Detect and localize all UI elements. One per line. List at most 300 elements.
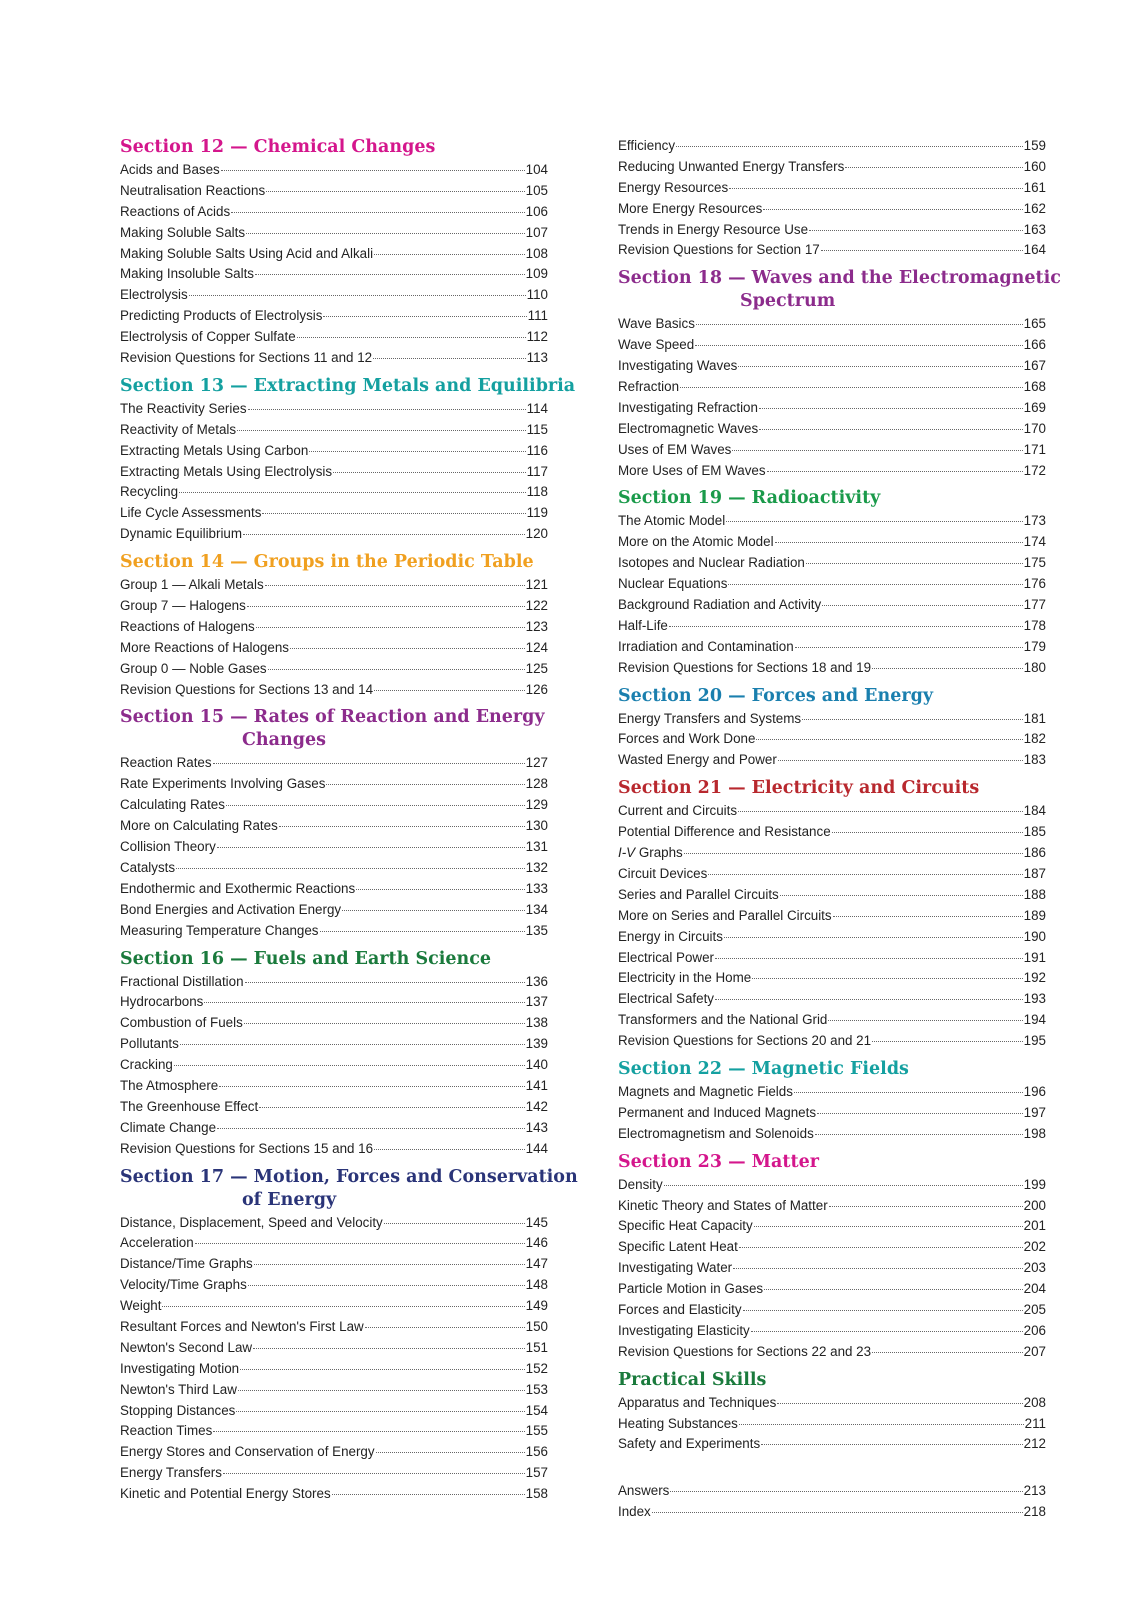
dot-leader <box>342 910 525 911</box>
toc-entry-page-number: 212 <box>1023 1436 1046 1452</box>
toc-entry-combustion-of-fuels[interactable] <box>120 1013 548 1034</box>
toc-entry-revision-questions-for-sections-15-and-16[interactable] <box>120 1139 548 1160</box>
toc-entry-title: Permanent and Induced Magnets <box>618 1104 817 1120</box>
section-heading[interactable] <box>120 551 548 574</box>
toc-entry-title: Predicting Products of Electrolysis <box>120 308 323 324</box>
toc-entry-page-number: 197 <box>1023 1104 1046 1120</box>
toc-section-section-15-rates-of-reaction-and-energy <box>120 706 548 941</box>
toc-entry-neutralisation-reactions[interactable] <box>120 181 548 202</box>
toc-entry-title: Revision Questions for Section 17 <box>618 242 820 258</box>
dot-leader <box>248 1285 525 1286</box>
toc-entry-acceleration[interactable] <box>120 1233 548 1254</box>
toc-entry-refraction[interactable] <box>618 377 1046 398</box>
toc-back-matter <box>618 1481 1046 1523</box>
section-heading-text: Section 21 — Electricity and Circuits <box>618 778 980 799</box>
toc-entry-page-number: 132 <box>525 859 548 875</box>
toc-entry-page-number: 184 <box>1023 803 1046 819</box>
dot-leader <box>262 513 525 514</box>
toc-entry-page-number: 160 <box>1023 158 1046 174</box>
toc-entry-kinetic-theory-and-states-of-matter[interactable] <box>618 1196 1046 1217</box>
toc-entry-wave-basics[interactable] <box>618 314 1046 335</box>
dot-leader <box>775 542 1023 543</box>
toc-entry-investigating-refraction[interactable] <box>618 398 1046 419</box>
toc-entry-page-number: 170 <box>1023 420 1046 436</box>
toc-entry-title: Stopping Distances <box>120 1402 236 1418</box>
toc-entry-magnets-and-magnetic-fields[interactable] <box>618 1082 1046 1103</box>
toc-entry-calculating-rates[interactable] <box>120 795 548 816</box>
section-heading-text: Section 17 — Motion, Forces and Conservation <box>120 1166 578 1187</box>
dot-leader <box>243 534 525 535</box>
toc-entry-page-number: 185 <box>1023 824 1046 840</box>
toc-entry-distance-displacement-speed-and-velocity[interactable] <box>120 1213 548 1234</box>
toc-entry-energy-transfers[interactable] <box>120 1463 548 1484</box>
toc-entry-page-number: 172 <box>1023 462 1046 478</box>
toc-entry-index[interactable] <box>618 1502 1046 1523</box>
toc-entry-reactions-of-acids[interactable] <box>120 202 548 223</box>
toc-entry-revision-questions-for-section-17[interactable] <box>618 240 1046 261</box>
toc-entry-transformers-and-the-national-grid[interactable] <box>618 1010 1046 1031</box>
section-heading[interactable] <box>618 1058 1046 1081</box>
toc-entry-title: More Uses of EM Waves <box>618 462 766 478</box>
toc-entry-predicting-products-of-electrolysis[interactable] <box>120 306 548 327</box>
toc-entry-title: Electrical Power <box>618 949 714 965</box>
toc-entry-answers[interactable] <box>618 1481 1046 1502</box>
toc-entry-title: I-V Graphs <box>618 845 683 861</box>
toc-entry-title: Endothermic and Exothermic Reactions <box>120 880 356 896</box>
dot-leader <box>266 191 525 192</box>
dot-leader <box>832 832 1023 833</box>
toc-entry-isotopes-and-nuclear-radiation[interactable] <box>618 553 1046 574</box>
dot-leader <box>240 1369 525 1370</box>
toc-entry-page-number: 180 <box>1023 659 1046 675</box>
toc-entry-title: Neutralisation Reactions <box>120 182 266 198</box>
toc-entry-title: Safety and Experiments <box>618 1436 761 1452</box>
dot-leader <box>696 324 1023 325</box>
dot-leader <box>176 868 525 869</box>
toc-entry-page-number: 192 <box>1023 970 1046 986</box>
toc-entry-hydrocarbons[interactable] <box>120 992 548 1013</box>
dot-leader <box>265 585 525 586</box>
toc-section-section-16-fuels-and-earth-science <box>120 948 548 1160</box>
toc-entry-newton-s-second-law[interactable] <box>120 1338 548 1359</box>
toc-entry-the-reactivity-series[interactable] <box>120 399 548 420</box>
toc-section-practical-skills <box>618 1369 1046 1456</box>
toc-entry-the-greenhouse-effect[interactable] <box>120 1097 548 1118</box>
toc-entry-group-1-alkali-metals[interactable] <box>120 575 548 596</box>
toc-entry-fractional-distillation[interactable] <box>120 972 548 993</box>
toc-entry-title: Energy Transfers and Systems <box>618 710 802 726</box>
toc-entry-page-number: 188 <box>1023 886 1046 902</box>
toc-entry-page-number: 166 <box>1023 337 1046 353</box>
dot-leader <box>802 719 1023 720</box>
toc-section-section-18-waves-and-the-electromagnetic <box>618 267 1061 481</box>
toc-entry-potential-difference-and-resistance[interactable] <box>618 822 1046 843</box>
toc-entry-distance-time-graphs[interactable] <box>120 1254 548 1275</box>
toc-entry-energy-in-circuits[interactable] <box>618 927 1046 948</box>
toc-entry-making-soluble-salts-using-acid-and-alkali[interactable] <box>120 244 548 265</box>
toc-entry-title: The Atmosphere <box>120 1077 219 1093</box>
toc-entry-half-life[interactable] <box>618 616 1046 637</box>
section-heading[interactable] <box>120 1166 578 1212</box>
toc-entry-more-uses-of-em-waves[interactable] <box>618 461 1046 482</box>
toc-entry-page-number: 159 <box>1023 138 1046 153</box>
toc-entry-series-and-parallel-circuits[interactable] <box>618 885 1046 906</box>
toc-entry-title: Background Radiation and Activity <box>618 597 822 613</box>
toc-entry-permanent-and-induced-magnets[interactable] <box>618 1103 1046 1124</box>
section-heading[interactable] <box>618 1151 1046 1174</box>
section-heading[interactable] <box>120 375 576 398</box>
toc-entry-title: Reactions of Halogens <box>120 618 255 634</box>
dot-leader <box>374 254 525 255</box>
toc-entry-title: Newton's Third Law <box>120 1381 237 1397</box>
dot-leader <box>695 345 1022 346</box>
toc-entry-irradiation-and-contamination[interactable] <box>618 637 1046 658</box>
toc-entry-reaction-rates[interactable] <box>120 753 548 774</box>
toc-entry-page-number: 190 <box>1023 928 1046 944</box>
toc-entry-page-number: 117 <box>526 463 548 479</box>
toc-entry-title: Specific Heat Capacity <box>618 1218 753 1234</box>
toc-entry-page-number: 125 <box>525 660 548 676</box>
toc-entry-title: Electricity in the Home <box>618 970 752 986</box>
toc-entry-page-number: 118 <box>526 484 548 500</box>
toc-entry-title: Half-Life <box>618 617 668 633</box>
toc-entry-the-atomic-model[interactable] <box>618 511 1046 532</box>
toc-entry-page-number: 143 <box>525 1119 548 1135</box>
toc-entry-title: Velocity/Time Graphs <box>120 1277 247 1293</box>
toc-entry-page-number: 114 <box>526 400 548 416</box>
toc-entry-acids-and-bases[interactable] <box>120 160 548 181</box>
toc-entry-trends-in-energy-resource-use[interactable] <box>618 220 1046 241</box>
section-heading-text: Section 16 — Fuels and Earth Science <box>120 948 492 969</box>
toc-entry-nuclear-equations[interactable] <box>618 574 1046 595</box>
dot-leader <box>664 1185 1023 1186</box>
dot-leader <box>365 1327 525 1328</box>
toc-entry-page-number: 139 <box>525 1036 548 1052</box>
dot-leader <box>829 1206 1023 1207</box>
toc-entry-title: Extracting Metals Using Electrolysis <box>120 463 333 479</box>
dot-leader <box>180 1044 525 1045</box>
toc-entry-page-number: 129 <box>525 797 548 813</box>
toc-entry-energy-resources[interactable] <box>618 178 1046 199</box>
section-heading[interactable] <box>120 706 548 752</box>
toc-entry-page-number: 105 <box>525 182 548 198</box>
toc-entry-electricity-in-the-home[interactable] <box>618 968 1046 989</box>
toc-entry-rate-experiments-involving-gases[interactable] <box>120 774 548 795</box>
toc-entry-efficiency[interactable] <box>618 136 1046 157</box>
toc-entry-page-number: 136 <box>525 973 548 989</box>
toc-entry-revision-questions-for-sections-20-and-21[interactable] <box>618 1031 1046 1052</box>
toc-entry-page-number: 163 <box>1023 221 1046 237</box>
toc-entry-title: Revision Questions for Sections 13 and 14 <box>120 681 374 697</box>
toc-entry-measuring-temperature-changes[interactable] <box>120 921 548 942</box>
dot-leader <box>652 1512 1023 1513</box>
toc-entry-reactions-of-halogens[interactable] <box>120 617 548 638</box>
toc-entry-page-number: 207 <box>1023 1343 1046 1359</box>
toc-entry-title: Heating Substances <box>618 1415 738 1431</box>
dot-leader <box>374 1149 525 1150</box>
dot-leader <box>231 212 524 213</box>
toc-entry-weight[interactable] <box>120 1296 548 1317</box>
toc-entry-page-number: 178 <box>1023 617 1046 633</box>
toc-entry-background-radiation-and-activity[interactable] <box>618 595 1046 616</box>
toc-entry-electrolysis-of-copper-sulfate[interactable] <box>120 327 548 348</box>
toc-entry-velocity-time-graphs[interactable] <box>120 1275 548 1296</box>
toc-entry-electromagnetic-waves[interactable] <box>618 419 1046 440</box>
toc-entry-heating-substances[interactable] <box>618 1414 1046 1435</box>
section-heading[interactable] <box>618 267 1061 313</box>
toc-entry-reactivity-of-metals[interactable] <box>120 420 548 441</box>
toc-entry-page-number: 177 <box>1023 597 1046 613</box>
toc-entry-page-number: 191 <box>1023 949 1046 965</box>
toc-entry-title: Measuring Temperature Changes <box>120 922 319 938</box>
spacer <box>618 1455 1046 1481</box>
toc-entry-title: Energy in Circuits <box>618 928 723 944</box>
toc-entry-forces-and-elasticity[interactable] <box>618 1300 1046 1321</box>
dot-leader <box>213 1431 524 1432</box>
toc-entry-pollutants[interactable] <box>120 1034 548 1055</box>
toc-entry-endothermic-and-exothermic-reactions[interactable] <box>120 879 548 900</box>
dot-leader <box>828 1020 1022 1021</box>
toc-entry-wave-speed[interactable] <box>618 335 1046 356</box>
toc-entry-making-soluble-salts[interactable] <box>120 223 548 244</box>
dot-leader <box>728 584 1022 585</box>
toc-entry-more-on-calculating-rates[interactable] <box>120 816 548 837</box>
toc-entry-page-number: 157 <box>525 1465 548 1481</box>
dot-leader <box>739 1247 1023 1248</box>
toc-entry-page-number: 141 <box>525 1077 548 1093</box>
toc-entry-bond-energies-and-activation-energy[interactable] <box>120 900 548 921</box>
toc-entry-title: The Reactivity Series <box>120 400 247 416</box>
toc-entry-title: Calculating Rates <box>120 797 225 813</box>
dot-leader <box>374 690 525 691</box>
toc-entry-page-number: 155 <box>525 1423 548 1439</box>
toc-entry-page-number: 107 <box>525 224 548 240</box>
dot-leader <box>764 1289 1023 1290</box>
toc-entry-the-atmosphere[interactable] <box>120 1076 548 1097</box>
toc-entry-extracting-metals-using-electrolysis[interactable] <box>120 462 548 483</box>
toc-entry-page-number: 161 <box>1023 179 1046 195</box>
toc-entry-electrical-safety[interactable] <box>618 989 1046 1010</box>
toc-entry-density[interactable] <box>618 1175 1046 1196</box>
toc-entry-title: Index <box>618 1504 651 1520</box>
toc-entry-page-number: 110 <box>526 287 548 303</box>
toc-entry-title: Group 1 — Alkali Metals <box>120 577 264 593</box>
toc-entry-page-number: 124 <box>525 639 548 655</box>
toc-entry-title: Reducing Unwanted Energy Transfers <box>618 158 845 174</box>
toc-entry-page-number: 154 <box>525 1402 548 1418</box>
toc-section-section-19-radioactivity <box>618 487 1046 678</box>
toc-entry-title: Potential Difference and Resistance <box>618 824 831 840</box>
toc-entry-more-on-the-atomic-model[interactable] <box>618 532 1046 553</box>
toc-entry-uses-of-em-waves[interactable] <box>618 440 1046 461</box>
toc-entry-page-number: 148 <box>525 1277 548 1293</box>
toc-entry-title: More Reactions of Halogens <box>120 639 289 655</box>
toc-entry-title: Circuit Devices <box>618 865 708 881</box>
contents-column-right <box>618 136 1061 1523</box>
toc-entry-making-insoluble-salts[interactable] <box>120 264 548 285</box>
toc-entry-electromagnetism-and-solenoids[interactable] <box>618 1124 1046 1145</box>
toc-entry-revision-questions-for-sections-22-and-23[interactable] <box>618 1342 1046 1363</box>
toc-entry-reducing-unwanted-energy-transfers[interactable] <box>618 157 1046 178</box>
toc-entry-title: Series and Parallel Circuits <box>618 886 779 902</box>
toc-entry-title: Climate Change <box>120 1119 217 1135</box>
dot-leader <box>217 847 525 848</box>
dot-leader <box>724 937 1023 938</box>
toc-entry-page-number: 182 <box>1023 731 1046 747</box>
toc-entry-dynamic-equilibrium[interactable] <box>120 524 548 545</box>
dot-leader <box>761 1444 1022 1445</box>
dot-leader <box>732 450 1022 451</box>
dot-leader <box>179 492 526 493</box>
toc-entry-extracting-metals-using-carbon[interactable] <box>120 441 548 462</box>
dot-leader <box>268 669 525 670</box>
toc-entry-title: The Atomic Model <box>618 513 726 529</box>
toc-entry-title: Pollutants <box>120 1036 179 1052</box>
toc-entry-page-number: 111 <box>527 308 548 324</box>
dot-leader <box>333 472 526 473</box>
dot-leader <box>213 763 525 764</box>
toc-entry-title: Revision Questions for Sections 15 and 16 <box>120 1140 374 1156</box>
toc-entry-electrical-power[interactable] <box>618 948 1046 969</box>
toc-entry-page-number: 108 <box>525 245 548 261</box>
toc-entry-energy-transfers-and-systems[interactable] <box>618 709 1046 730</box>
toc-section-section-20-forces-and-energy <box>618 685 1046 772</box>
toc-entry-forces-and-work-done[interactable] <box>618 729 1046 750</box>
dot-leader <box>780 895 1023 896</box>
toc-entry-title: Energy Transfers <box>120 1465 222 1481</box>
toc-entry-page-number: 194 <box>1023 1012 1046 1028</box>
toc-entry-title: Investigating Refraction <box>618 399 758 415</box>
toc-entry-investigating-elasticity[interactable] <box>618 1321 1046 1342</box>
toc-entry-title: More on the Atomic Model <box>618 534 774 550</box>
toc-entry-more-on-series-and-parallel-circuits[interactable] <box>618 906 1046 927</box>
toc-entry-energy-stores-and-conservation-of-energy[interactable] <box>120 1442 548 1463</box>
toc-entry-reaction-times[interactable] <box>120 1421 548 1442</box>
toc-entry-recycling[interactable] <box>120 482 548 503</box>
toc-entry-title: Energy Resources <box>618 179 729 195</box>
toc-entry-page-number: 171 <box>1023 441 1046 457</box>
toc-entry-title: Revision Questions for Sections 20 and 21 <box>618 1033 872 1049</box>
toc-entry-more-energy-resources[interactable] <box>618 199 1046 220</box>
toc-entry-title: Catalysts <box>120 859 176 875</box>
dot-leader <box>309 451 525 452</box>
toc-entry-title: Hydrocarbons <box>120 994 204 1010</box>
toc-entry-page-number: 115 <box>526 421 548 437</box>
toc-entry-catalysts[interactable] <box>120 858 548 879</box>
toc-entry-title: Investigating Waves <box>618 358 738 374</box>
toc-entry-title: Extracting Metals Using Carbon <box>120 442 309 458</box>
toc-entry-title: Wave Basics <box>618 316 695 332</box>
toc-entry-stopping-distances[interactable] <box>120 1401 548 1422</box>
toc-entry-page-number: 121 <box>525 577 548 593</box>
toc-entry-title: Uses of EM Waves <box>618 441 732 457</box>
toc-entry-title: Rate Experiments Involving Gases <box>120 776 326 792</box>
toc-entry-revision-questions-for-sections-13-and-14[interactable] <box>120 680 548 701</box>
toc-entry-resultant-forces-and-newton-s-first-law[interactable] <box>120 1317 548 1338</box>
toc-entry-page-number: 150 <box>525 1318 548 1334</box>
toc-entry-revision-questions-for-sections-11-and-12[interactable] <box>120 348 548 369</box>
toc-entry-title: Wasted Energy and Power <box>618 752 777 768</box>
toc-entry-i-v-graphs[interactable] <box>618 843 1046 864</box>
toc-section-section-17-motion-forces-and-conservation <box>120 1166 578 1505</box>
toc-entry-group-7-halogens[interactable] <box>120 596 548 617</box>
toc-entry-page-number: 164 <box>1023 242 1046 258</box>
section-heading[interactable] <box>120 136 548 159</box>
toc-entry-newton-s-third-law[interactable] <box>120 1380 548 1401</box>
toc-entry-investigating-waves[interactable] <box>618 356 1046 377</box>
toc-entry-page-number: 144 <box>525 1140 548 1156</box>
toc-entry-current-and-circuits[interactable] <box>618 801 1046 822</box>
toc-section-section-21-electricity-and-circuits <box>618 777 1046 1052</box>
toc-entry-wasted-energy-and-power[interactable] <box>618 750 1046 771</box>
toc-entry-page-number: 146 <box>525 1235 548 1251</box>
dot-leader <box>255 274 525 275</box>
toc-entry-title: Current and Circuits <box>618 803 738 819</box>
dot-leader <box>872 668 1023 669</box>
toc-entry-cracking[interactable] <box>120 1055 548 1076</box>
dot-leader <box>669 626 1023 627</box>
toc-entry-page-number: 218 <box>1023 1504 1046 1520</box>
toc-entry-collision-theory[interactable] <box>120 837 548 858</box>
toc-entry-page-number: 202 <box>1023 1239 1046 1255</box>
dot-leader <box>221 170 525 171</box>
toc-entry-kinetic-and-potential-energy-stores[interactable] <box>120 1484 548 1505</box>
toc-entry-page-number: 133 <box>525 880 548 896</box>
toc-entry-page-number: 152 <box>525 1360 548 1376</box>
toc-entry-investigating-water[interactable] <box>618 1258 1046 1279</box>
contents-column-left <box>120 136 578 1505</box>
toc-entry-group-0-noble-gases[interactable] <box>120 659 548 680</box>
toc-entry-specific-heat-capacity[interactable] <box>618 1216 1046 1237</box>
dot-leader <box>726 521 1022 522</box>
toc-entry-apparatus-and-techniques[interactable] <box>618 1393 1046 1414</box>
section-heading[interactable] <box>618 487 1046 510</box>
toc-entry-page-number: 200 <box>1023 1197 1046 1213</box>
toc-entry-safety-and-experiments[interactable] <box>618 1434 1046 1455</box>
toc-entry-life-cycle-assessments[interactable] <box>120 503 548 524</box>
dot-leader <box>247 606 525 607</box>
toc-entry-title: Apparatus and Techniques <box>618 1394 777 1410</box>
toc-entry-revision-questions-for-sections-18-and-19[interactable] <box>618 658 1046 679</box>
section-heading[interactable] <box>618 1369 1046 1392</box>
toc-entry-climate-change[interactable] <box>120 1118 548 1139</box>
toc-entry-electrolysis[interactable] <box>120 285 548 306</box>
toc-entry-specific-latent-heat[interactable] <box>618 1237 1046 1258</box>
section-heading[interactable] <box>120 948 548 971</box>
toc-entry-particle-motion-in-gases[interactable] <box>618 1279 1046 1300</box>
toc-entry-page-number: 127 <box>525 755 548 771</box>
toc-entry-title: Weight <box>120 1298 162 1314</box>
toc-entry-title: Electromagnetism and Solenoids <box>618 1125 814 1141</box>
toc-entry-page-number: 104 <box>525 162 548 177</box>
toc-entry-page-number: 176 <box>1023 576 1046 592</box>
dot-leader <box>777 1403 1022 1404</box>
toc-entry-more-reactions-of-halogens[interactable] <box>120 638 548 659</box>
toc-entry-title: Life Cycle Assessments <box>120 505 262 521</box>
toc-entry-page-number: 130 <box>525 818 548 834</box>
toc-entry-page-number: 112 <box>526 329 548 345</box>
dot-leader <box>739 1424 1024 1425</box>
section-heading[interactable] <box>618 685 1046 708</box>
section-heading[interactable] <box>618 777 1046 800</box>
toc-entry-circuit-devices[interactable] <box>618 864 1046 885</box>
toc-entry-title: Revision Questions for Sections 11 and 12 <box>120 350 373 366</box>
toc-entry-page-number: 134 <box>525 901 548 917</box>
toc-entry-page-number: 126 <box>525 681 548 697</box>
toc-entry-page-number: 122 <box>525 598 548 614</box>
toc-entry-investigating-motion[interactable] <box>120 1359 548 1380</box>
toc-entry-page-number: 119 <box>526 505 548 521</box>
